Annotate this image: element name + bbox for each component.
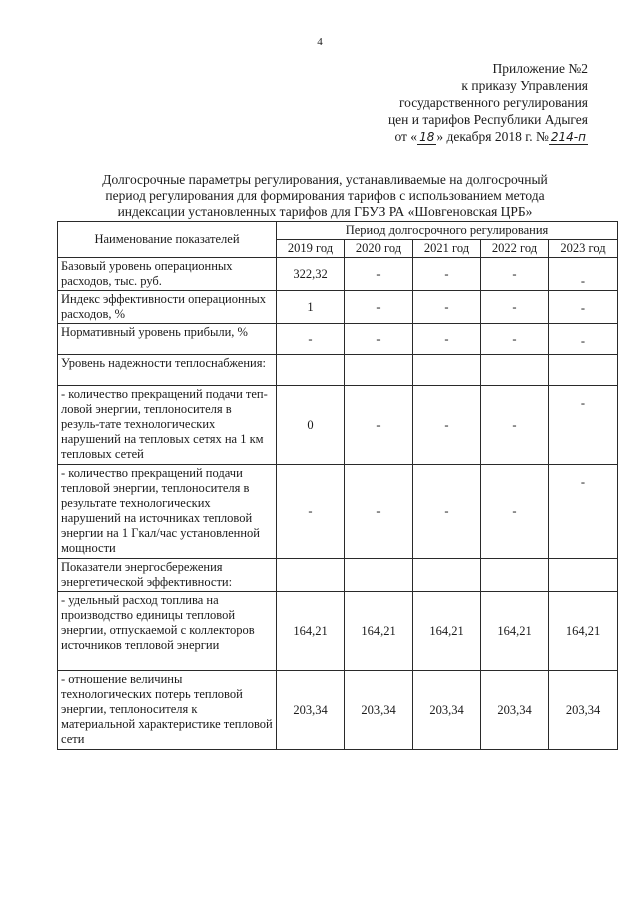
row-name: Уровень надежности теплоснабжения:: [58, 355, 277, 386]
cell-value: 203,34: [413, 671, 481, 750]
cell-value: [277, 559, 345, 592]
cell-value: 203,34: [549, 671, 618, 750]
row-name: Показатели энергосбережения энергетической эффективности:: [58, 559, 277, 592]
cell-value: [549, 355, 618, 386]
header-year: 2022 год: [481, 240, 549, 258]
header-indicator-name: Наименование показателей: [58, 222, 277, 258]
cell-value: 322,32: [277, 258, 345, 291]
appendix-line-3: государственного регулирования: [398, 95, 588, 110]
table-row: [58, 386, 618, 465]
title-line-1: Долгосрочные параметры регулирования, устанавливаемые на долгосрочный: [102, 172, 548, 187]
title-line-3: индексации установленных тарифов для ГБУЗ РА «Шовгеновская ЦРБ»: [117, 204, 533, 219]
cell-value: -: [481, 324, 549, 355]
cell-value: -: [413, 291, 481, 324]
cell-value: 164,21: [345, 592, 413, 671]
cell-value: 203,34: [277, 671, 345, 750]
row-name: - удельный расход топлива на производство единицы тепловой энергии, отпускаемой с коллекторов источников тепловой энергии: [58, 592, 277, 671]
table-row: [58, 291, 618, 324]
cell-value: [549, 559, 618, 592]
table-row: [58, 559, 618, 592]
cell-value: -: [481, 386, 549, 465]
cell-value: [277, 355, 345, 386]
row-name: Нормативный уровень прибыли, %: [58, 324, 277, 355]
cell-value: [345, 559, 413, 592]
cell-value: [413, 355, 481, 386]
table-row: [58, 671, 618, 750]
order-number-handwritten: 214-п: [550, 130, 586, 144]
cell-value: 164,21: [413, 592, 481, 671]
cell-value: -: [345, 258, 413, 291]
date-prefix: от «: [394, 129, 418, 144]
cell-value: -: [549, 258, 618, 291]
row-name: - количество прекращений подачи тепловой энергии, теплоносителя в результате технологических нарушений на источниках тепловой энергии на 1 Гкал/час установленной мощности: [58, 465, 277, 559]
cell-value: 203,34: [345, 671, 413, 750]
cell-value: -: [413, 258, 481, 291]
cell-value: -: [277, 324, 345, 355]
table-row: [58, 465, 618, 559]
appendix-date-line: [388, 128, 588, 145]
cell-value: [413, 559, 481, 592]
table-row: [58, 355, 618, 386]
appendix-line-4: цен и тарифов Республики Адыгея: [387, 112, 588, 127]
appendix-block: [388, 60, 588, 145]
cell-value: -: [345, 291, 413, 324]
title-line-2: период регулирования для формирования тарифов с использованием метода: [105, 188, 545, 203]
row-name: Индекс эффективности операционных расходов, %: [58, 291, 277, 324]
appendix-line-2: к приказу Управления: [461, 78, 588, 93]
cell-value: [481, 559, 549, 592]
cell-value: -: [481, 465, 549, 559]
cell-value: -: [549, 465, 618, 559]
row-name: - количество прекращений подачи теп-ловой энергии, теплоносителя в резуль-тате технологических нарушений на тепловых сетях на 1 км тепловых сетей: [58, 386, 277, 465]
header-year: 2020 год: [345, 240, 413, 258]
header-year: 2021 год: [413, 240, 481, 258]
cell-value: -: [413, 324, 481, 355]
cell-value: -: [413, 465, 481, 559]
cell-value: -: [277, 465, 345, 559]
cell-value: -: [345, 465, 413, 559]
appendix-line-1: Приложение №2: [492, 61, 588, 76]
cell-value: -: [481, 258, 549, 291]
date-middle: » декабря 2018 г. №: [436, 129, 549, 144]
cell-value: [345, 355, 413, 386]
cell-value: 0: [277, 386, 345, 465]
header-period: Период долгосрочного регулирования: [277, 222, 618, 240]
cell-value: 164,21: [277, 592, 345, 671]
table-row: [58, 592, 618, 671]
cell-value: -: [549, 291, 618, 324]
cell-value: 164,21: [481, 592, 549, 671]
table-row: [58, 324, 618, 355]
row-name: - отношение величины технологических потерь тепловой энергии, теплоносителя к материальной характеристике тепловой сети: [58, 671, 277, 750]
cell-value: 164,21: [549, 592, 618, 671]
document-title: [60, 172, 590, 220]
cell-value: 203,34: [481, 671, 549, 750]
cell-value: -: [345, 386, 413, 465]
header-year: 2023 год: [549, 240, 618, 258]
cell-value: -: [413, 386, 481, 465]
parameters-table: [57, 221, 618, 750]
table-row: [58, 258, 618, 291]
cell-value: -: [549, 324, 618, 355]
cell-value: [481, 355, 549, 386]
row-name: Базовый уровень операционных расходов, тыс. руб.: [58, 258, 277, 291]
cell-value: -: [549, 386, 618, 465]
date-day-handwritten: 18: [419, 130, 435, 144]
cell-value: -: [345, 324, 413, 355]
cell-value: 1: [277, 291, 345, 324]
cell-value: -: [481, 291, 549, 324]
page-number: 4: [317, 36, 323, 48]
header-year: 2019 год: [277, 240, 345, 258]
